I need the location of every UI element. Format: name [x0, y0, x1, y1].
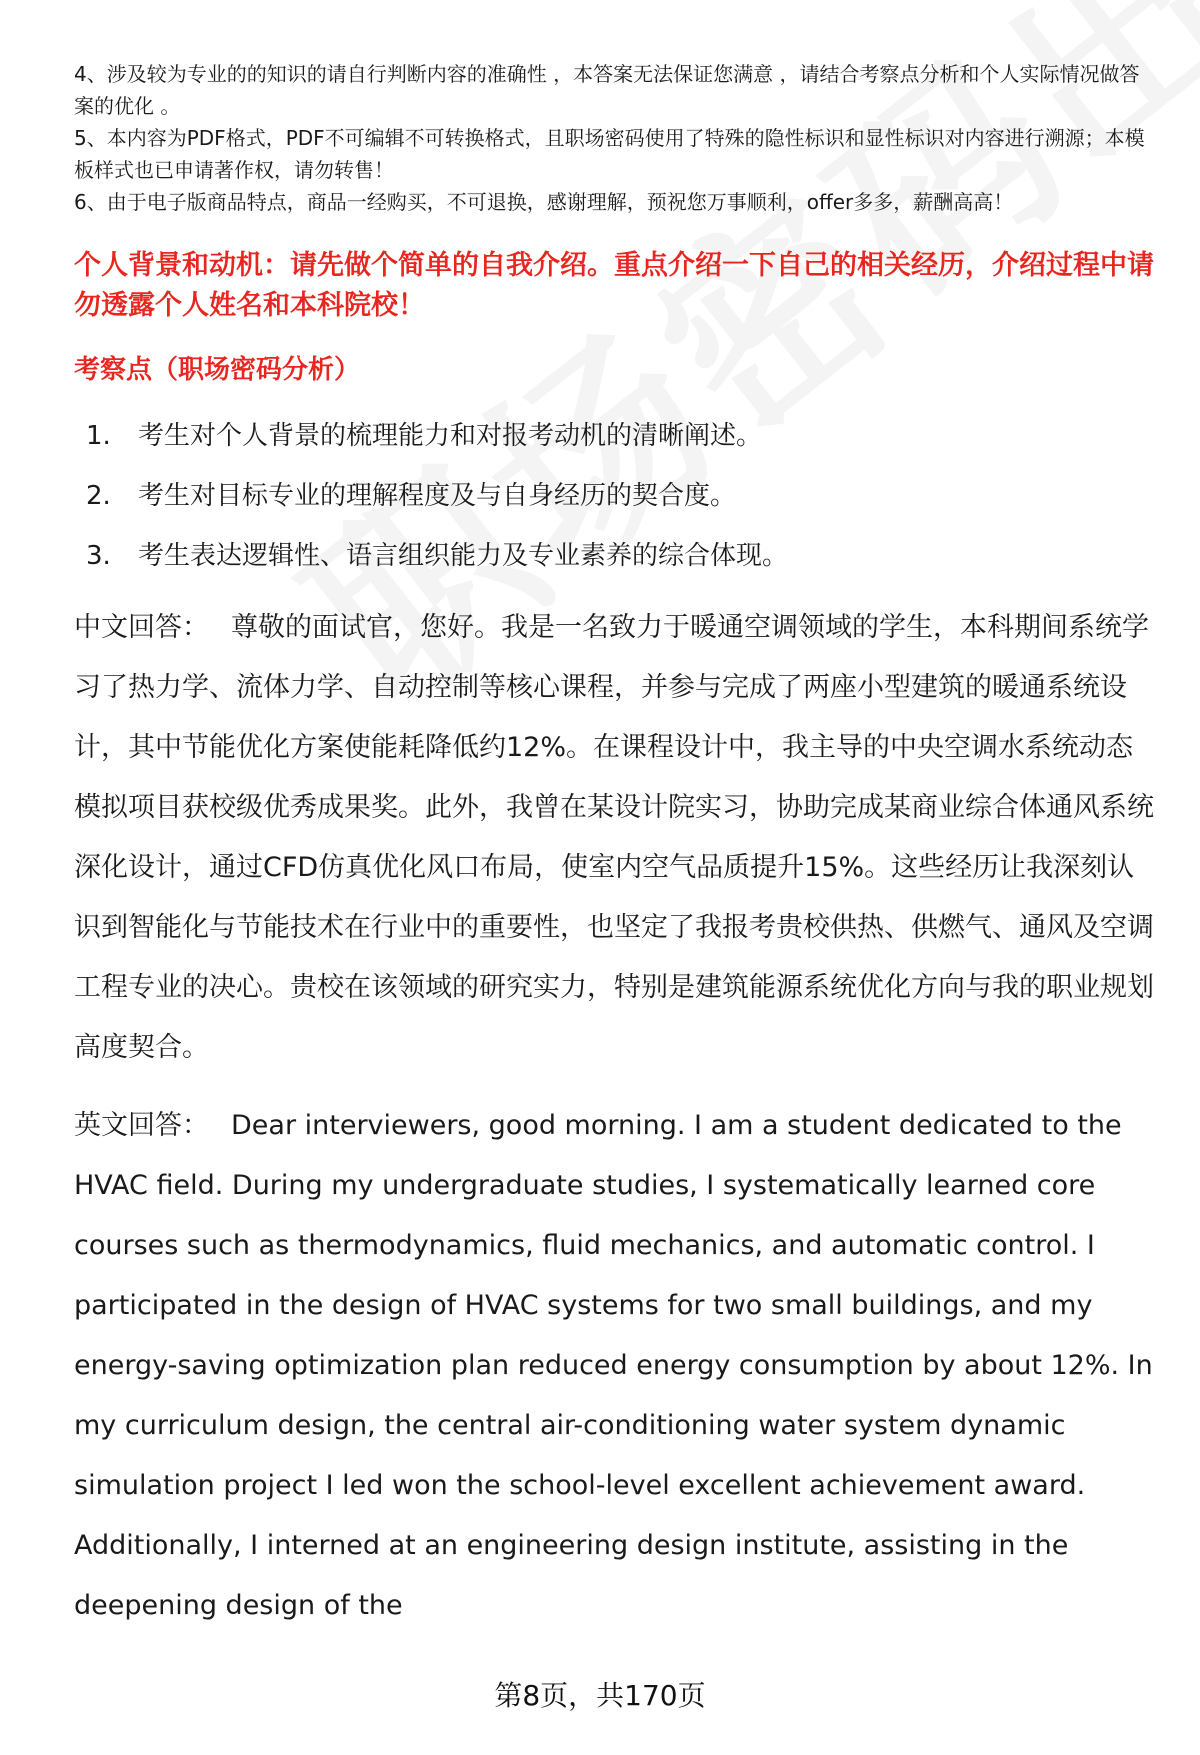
chinese-answer-text: 尊敬的面试官，您好。我是一名致力于暖通空调领域的学生，本科期间系统学习了热力学、流体力学、自动控制等核心课程，并参与完成了两座小型建筑的暖通系统设计，其中节能优化方案使能耗降低约12%。在课程设计中，我主导的中央空调水系统动态模拟项目获校级优秀成果奖。此外，我曾在某设计院实习，协助完成某商业综合体通风系统深化设计，通过CFD仿真优化风口布局，使室内空气品质提升15%。这些经历让我深刻认识到智能化与节能技术在行业中的重要性，也坚定了我报考贵校供热、供燃气、通风及空调工程专业的决心。贵校在该领域的研究实力，特别是建筑能源系统优化方向与我的职业规划高度契合。 [74, 612, 1154, 1063]
notes-section [74, 58, 1154, 218]
list-item-text: 考生对个人背景的梳理能力和对报考动机的清晰阐述。 [138, 421, 763, 451]
english-answer-label: 英文回答： [74, 1110, 209, 1141]
page-number: 第8页，共170页 [494, 1679, 706, 1712]
english-answer-text: Dear interviewers, good morning. I am a student dedicated to the HVAC field. During my undergraduate studies, I systematically learned core courses such as thermodynamics, fluid mechanics, and automatic control. I participated in the design of HVAC systems for two small buildings, and my energy-saving optimization plan reduced energy consumption by about 12%. In my curriculum design, the central air-conditioning water system dynamic simulation project I led won the school-level excellent achievement award. Additionally, I interned at an engineering design institute, assisting in the deepening design of the [74, 1110, 1153, 1621]
english-answer [74, 1096, 1154, 1636]
chinese-answer [74, 598, 1154, 1078]
list-item-number: 2. [86, 481, 111, 511]
note-item: 4、涉及较为专业的的知识的请自行判断内容的准确性 ，本答案无法保证您满意 ，请结合考察点分析和个人实际情况做答案的优化 。 [74, 62, 1140, 118]
list-item-text: 考生对目标专业的理解程度及与自身经历的契合度。 [138, 481, 737, 511]
list-item [74, 418, 1154, 454]
question-heading: 个人背景和动机：请先做个简单的自我介绍。重点介绍一下自己的相关经历，介绍过程中请勿透露个人姓名和本科院校！ [74, 250, 1154, 321]
list-item-number: 3. [86, 541, 111, 571]
page-content [74, 58, 1154, 1636]
chinese-answer-label: 中文回答： [74, 612, 209, 643]
list-item-number: 1. [86, 421, 111, 451]
note-item: 5、本内容为PDF格式，PDF不可编辑不可转换格式，且职场密码使用了特殊的隐性标识和显性标识对内容进行溯源；本模板样式也已申请著作权，请勿转售！ [74, 126, 1145, 182]
list-item [74, 478, 1154, 514]
list-item-text: 考生表达逻辑性、语言组织能力及专业素养的综合体现。 [138, 541, 789, 571]
list-item [74, 538, 1154, 574]
points-list [74, 418, 1154, 574]
points-heading: 考察点（职场密码分析） [74, 355, 361, 385]
note-item: 6、由于电子版商品特点，商品一经购买，不可退换，感谢理解，预祝您万事顺利，offer多多，薪酬高高！ [74, 190, 1014, 214]
